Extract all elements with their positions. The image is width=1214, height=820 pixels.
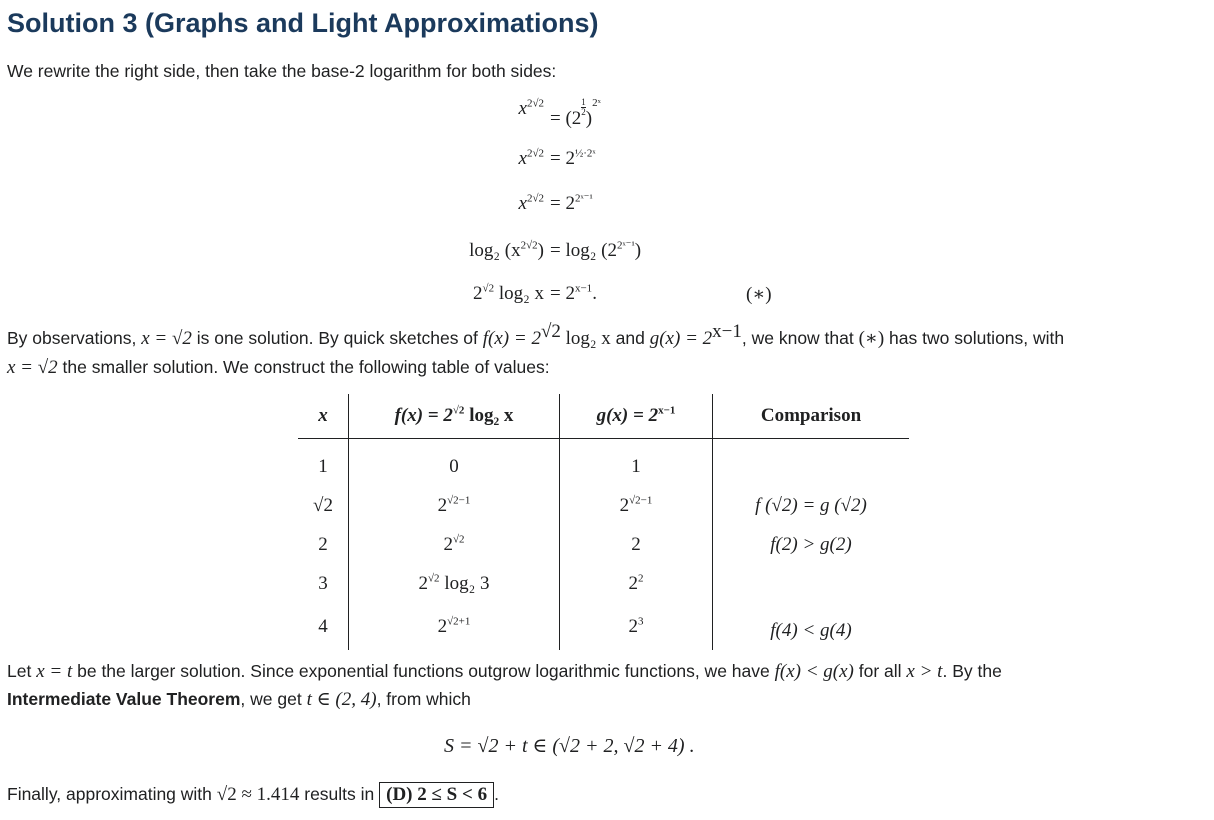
equation-3: $x^{2√2}$ = $2^{2ˣ^{-1}}$ [518,192,593,214]
comparison-sqrt2: f (√2) = g (√2) [755,494,867,516]
equation-2: $x^{2√2}$ = $2^{\frac{1}{2}\cdot 2ˣ}$ [518,147,596,169]
s-equation: S = √2 + t ∈ (√2 + 2, √2 + 4) . [444,735,695,757]
intro-text: We rewrite the right side, then take the base-2 logarithm for both sides: [7,61,557,81]
answer-box: (D) 2 ≤ S < 6 [379,782,494,808]
table-row: 3 $2^{√2}$ log₂ 3 $2^2$ [298,564,909,603]
comparison-4: f(4) < g(4) [770,619,852,641]
final-line: Finally, approximating with √2 ≈ 1.414 results in (D) 2 ≤ S < 6 . [7,780,499,809]
equation-1: $x^{2√2}$ = (2 $\frac{1}{2}$ )$^{2ˣ}$ [518,97,601,129]
header-f: $f(x) = 2^{√2}$ log₂ x [349,394,560,439]
table-row: 1 0 1 [298,439,909,487]
comparison-2: f(2) > g(2) [770,533,852,555]
header-x: x [298,394,349,439]
page-title: Solution 3 (Graphs and Light Approximations) [7,8,599,38]
table-row: 2 $2^{√2}$ 2 f(2) > g(2) [298,525,909,564]
observation-line-1: By observations, x = √2 is one solution. By quick sketches of $f(x) = 2^{√2}$ log₂ x and $g(x) = 2^{x-1}$, we know that (∗) has two solutions, with [7,321,1065,349]
larger-solution-line-2: Intermediate Value Theorem, we get t ∈ (2, 4), from which [7,689,471,710]
equation-tag: (∗) [746,284,772,305]
observation-line-2: x = √2 the smaller solution. We construct the following table of values: [7,357,550,378]
theorem-name: Intermediate Value Theorem [7,689,241,709]
equation-5: $2^{√2}$ log₂ x = $2^{x-1}$. (∗) [473,282,772,305]
table-header-row [298,394,909,439]
table-row: 4 $2^{√2+1}$ $2^3$ f(4) < g(4) [298,603,909,650]
larger-solution-line-1: Let x = t be the larger solution. Since exponential functions outgrow logarithmic functions, we have f(x) < g(x) for all x > t. By the [7,661,1002,682]
header-g: $g(x) = 2^{x-1}$ [560,394,713,439]
equation-4: log₂ $(x^{2√2})$ = log₂ $(2^{2ˣ^{-1}})$ [469,239,642,261]
header-comparison: Comparison [713,394,910,439]
table-row: √2 $2^{√2-1}$ $2^{√2-1}$ f (√2) = g (√2) [298,486,909,525]
values-table [298,394,909,650]
